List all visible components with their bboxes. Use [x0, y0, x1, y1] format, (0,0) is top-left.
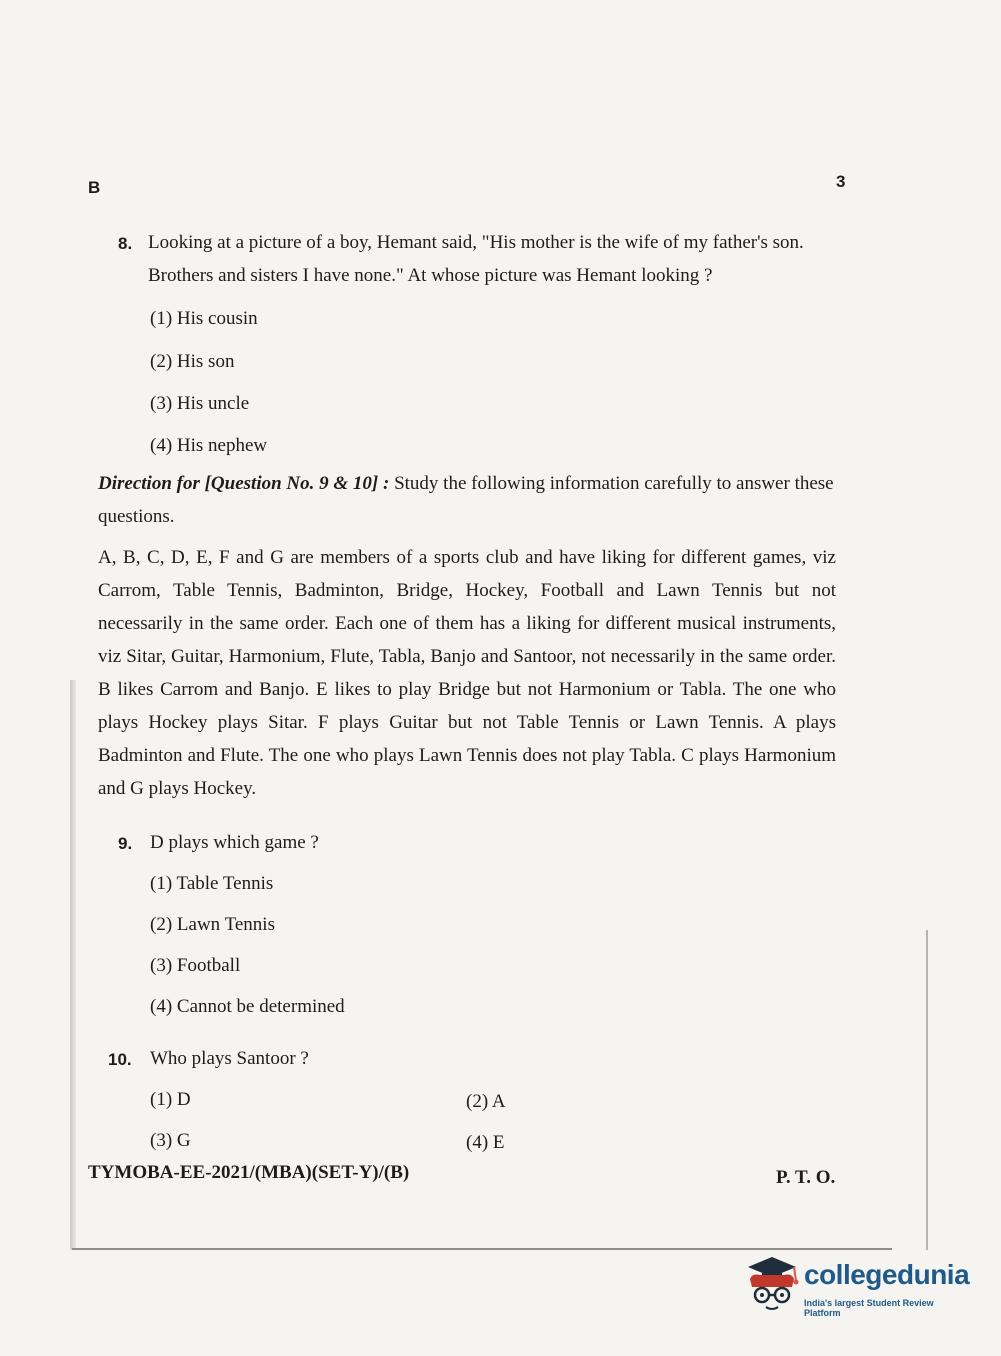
question-9-option-1: (1) Table Tennis — [150, 873, 274, 894]
collegedunia-watermark — [742, 1253, 972, 1318]
question-10-option-4: (4) E — [466, 1132, 505, 1153]
question-10-option-1: (1) D — [150, 1089, 191, 1110]
logo-tagline: India's largest Student Review Platform — [804, 1298, 934, 1318]
pto-label: P. T. O. — [776, 1167, 836, 1188]
info-passage: A, B, C, D, E, F and G are members of a sports club and have liking for different games, viz Carrom, Table Tennis, Badminton, Bridge, Hockey, Football and Lawn Tennis but not necessarily in the same order. Each one of them has a liking for different musical instruments, viz Sitar, Guitar, Harmonium, Flute, Tabla, Banjo and Santoor, not necessarily in the same order. B likes Carrom and Banjo. E likes to play Bridge but not Harmonium or Tabla. The one who plays Hockey plays Sitar. F plays Guitar but not Table Tennis or Lawn Tennis. A plays Badminton and Flute. The one who plays Lawn Tennis does not play Tabla. C plays Harmonium and G plays Hockey. — [98, 547, 836, 799]
direction-text: Study the following information carefully to answer these questions. — [98, 473, 834, 527]
question-10-text: Who plays Santoor ? — [150, 1048, 309, 1069]
question-9-option-3: (3) Football — [150, 955, 241, 976]
question-8-option-3: (3) His uncle — [150, 393, 250, 414]
question-10-number: 10. — [108, 1050, 132, 1069]
page-number: 3 — [836, 172, 846, 191]
question-8-option-4: (4) His nephew — [150, 435, 268, 456]
question-8-text: Looking at a picture of a boy, Hemant said, "His mother is the wife of my father's son. Brothers and sisters I have none." At whose picture was Hemant looking ? — [148, 232, 804, 286]
set-code: B — [88, 178, 101, 197]
scan-edge-shadow — [70, 680, 76, 1250]
direction-block — [98, 467, 838, 533]
direction-lead: Direction for [Question No. 9 & 10] : — [98, 473, 390, 494]
scan-right-line — [926, 930, 928, 1250]
question-10-option-2: (2) A — [466, 1091, 506, 1112]
graduate-mascot-icon — [742, 1253, 804, 1315]
logo-name: collegedunia — [804, 1259, 970, 1290]
paper-code: TYMOBA-EE-2021/(MBA)(SET-Y)/(B) — [88, 1162, 410, 1183]
question-9-text: D plays which game ? — [150, 832, 319, 853]
question-10-option-3: (3) G — [150, 1130, 191, 1151]
question-8-number: 8. — [118, 234, 133, 253]
question-8-option-2: (2) His son — [150, 351, 235, 372]
question-9-option-2: (2) Lawn Tennis — [150, 914, 275, 935]
question-8-option-1: (1) His cousin — [150, 308, 258, 329]
bottom-divider — [72, 1248, 892, 1250]
question-9-number: 9. — [118, 834, 133, 853]
question-9-option-4: (4) Cannot be determined — [150, 996, 345, 1017]
